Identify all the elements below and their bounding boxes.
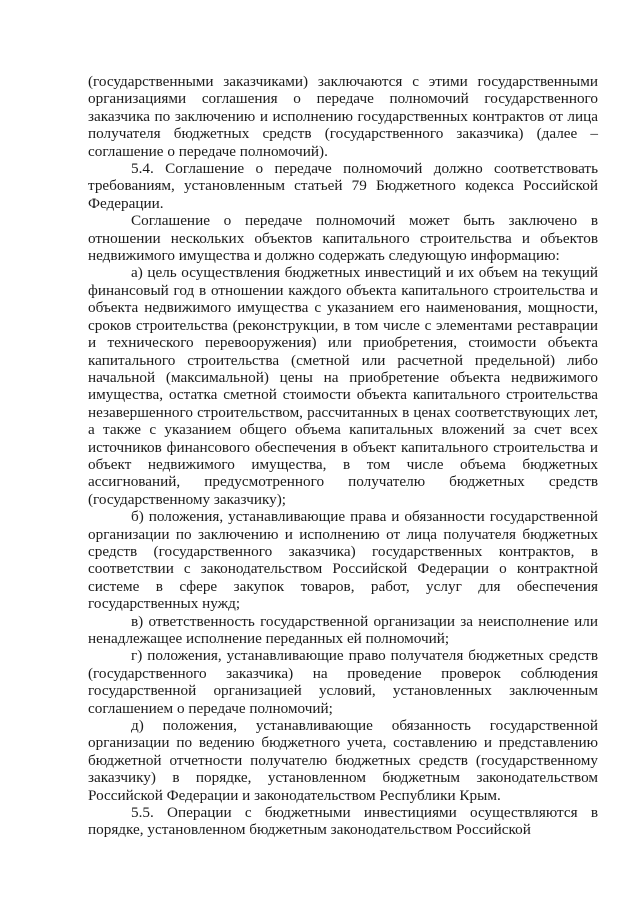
document-page	[88, 73, 598, 839]
paragraph-item-g: г) положения, устанавливающие право получателя бюджетных средств (государственного заказчика) на проведение проверок соблюдения государственной организацией условий, установленных заключенным соглашением о передаче полномочий;	[88, 647, 598, 717]
paragraph-item-d: д) положения, устанавливающие обязанность государственной организации по ведению бюджетного учета, составлению и представлению бюджетной отчетности получателю бюджетных средств (государственному заказчику) в порядке, установленном бюджетным законодательством Российской Федерации и законодательством Республики Крым.	[88, 717, 598, 804]
paragraph-5-5: 5.5. Операции с бюджетными инвестициями осуществляются в порядке, установленном бюджетным законодательством Российской	[88, 804, 598, 839]
paragraph-continuation: (государственными заказчиками) заключаются с этими государственными организациями соглашения о передаче полномочий государственного заказчика по заключению и исполнению государственных контрактов от лица получателя бюджетных средств (государственного заказчика) (далее – соглашение о передаче полномочий).	[88, 73, 598, 160]
paragraph-agreement-content: Соглашение о передаче полномочий может быть заключено в отношении нескольких объектов капитального строительства и объектов недвижимого имущества и должно содержать следующую информацию:	[88, 212, 598, 265]
paragraph-item-v: в) ответственность государственной организации за неисполнение или ненадлежащее исполнение переданных ей полномочий;	[88, 612, 598, 647]
paragraph-item-a: а) цель осуществления бюджетных инвестиций и их объем на текущий финансовый год в отношении каждого объекта капитального строительства и объекта недвижимого имущества с указанием его наименования, мощности, сроков строительства (реконструкции, в том числе с элементами реставрации и технического перевооружения) или приобретения, стоимости объекта капитального строительства (сметной или расчетной предельной) либо начальной (максимальной) цены на приобретение объекта недвижимого имущества, остатка сметной стоимости объекта капитального строительства незавершенного строительством, рассчитанных в ценах соответствующих лет, а также с указанием общего объема капитальных вложений за счет всех источников финансового обеспечения в объект капитального строительства и объект недвижимого имущества, в том числе объема бюджетных ассигнований, предусмотренного получателю бюджетных средств (государственному заказчику);	[88, 264, 598, 508]
paragraph-5-4: 5.4. Соглашение о передаче полномочий должно соответствовать требованиям, установленным статьей 79 Бюджетного кодекса Российской Федерации.	[88, 160, 598, 212]
paragraph-item-b: б) положения, устанавливающие права и обязанности государственной организации по заключению и исполнению от лица получателя бюджетных средств (государственного заказчика) государственных контрактов, в соответствии с законодательством Российской Федерации о контрактной системе в сфере закупок товаров, работ, услуг для обеспечения государственных нужд;	[88, 508, 598, 613]
